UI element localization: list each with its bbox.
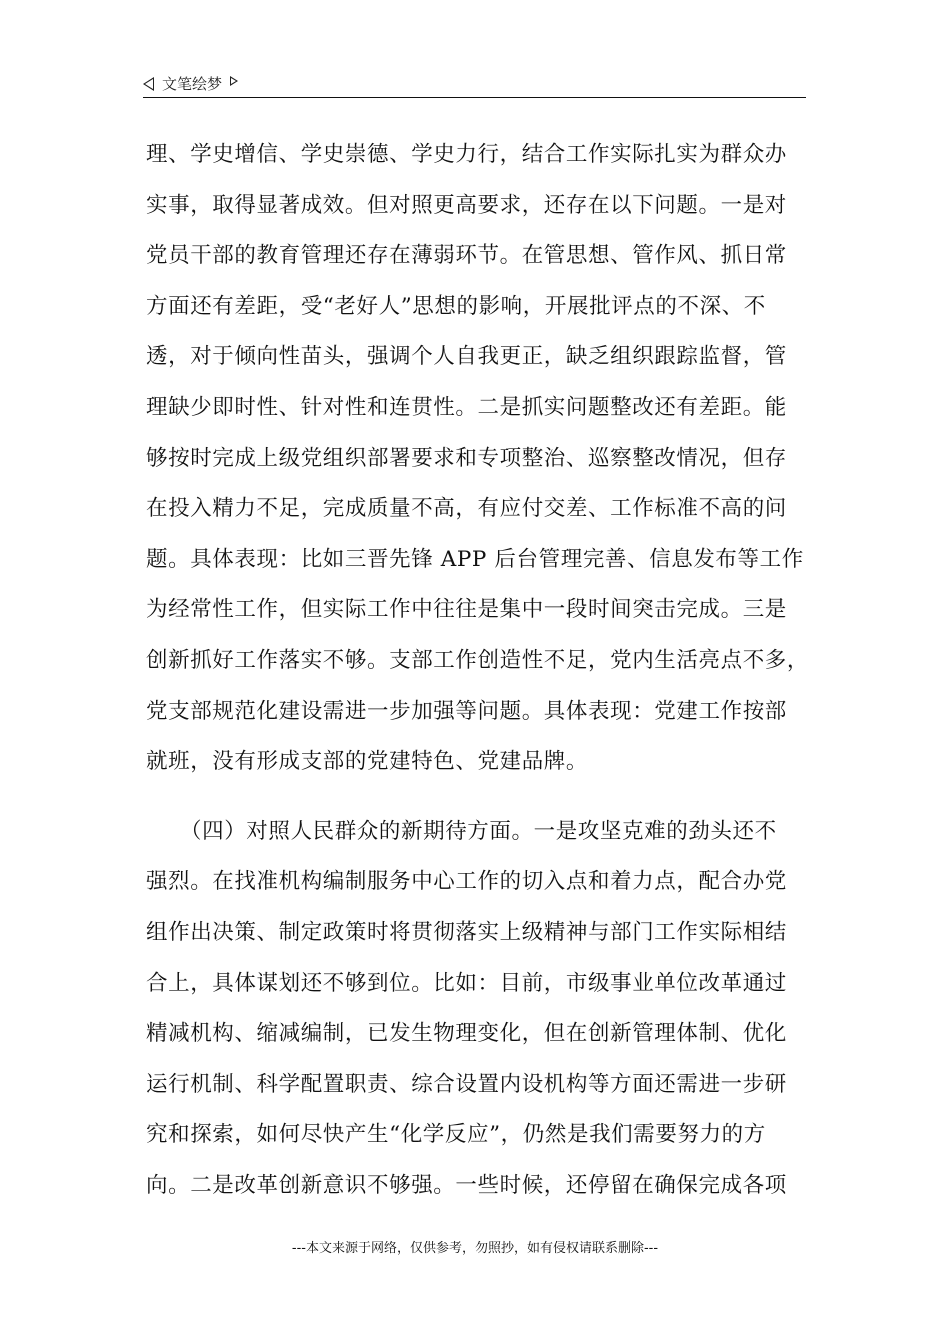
text-line: 究和探索，如何尽快产生“化学反应”，仍然是我们需要努力的方 <box>146 1122 766 1148</box>
header-rule <box>143 97 806 98</box>
text-line: 够按时完成上级党组织部署要求和专项整治、巡察整改情况，但存 <box>146 445 787 471</box>
page-header <box>143 73 806 97</box>
triangle-right-icon <box>230 76 238 86</box>
text-line: 为经常性工作，但实际工作中往往是集中一段时间突击完成。三是 <box>146 597 787 623</box>
text-line: 强烈。在找准机构编制服务中心工作的切入点和着力点，配合办党 <box>146 869 787 895</box>
text-line: 在投入精力不足，完成质量不高，有应付交差、工作标准不高的问 <box>146 496 787 522</box>
text-line: 精减机构、缩减编制，已发生物理变化，但在创新管理体制、优化 <box>146 1021 787 1047</box>
text-line: 理缺少即时性、针对性和连贯性。二是抓实问题整改还有差距。能 <box>146 394 787 420</box>
document-body <box>146 130 822 1211</box>
text-line: 理、学史增信、学史崇德、学史力行，结合工作实际扎实为群众办 <box>146 142 787 167</box>
text-line: 实事，取得显著成效。但对照更高要求，还存在以下问题。一是对 <box>146 192 787 218</box>
text-line: 党员干部的教育管理还存在薄弱环节。在管思想、管作风、抓日常 <box>146 243 787 269</box>
page-footer: ---本文来源于网络，仅供参考，勿照抄，如有侵权请联系删除--- <box>291 1241 659 1256</box>
text-line: 透，对于倾向性苗头，强调个人自我更正，缺乏组织跟踪监督，管 <box>146 344 787 370</box>
paragraph-1 <box>146 130 822 788</box>
triangle-left-icon <box>143 77 154 91</box>
text-line: 创新抓好工作落实不够。支部工作创造性不足，党内生活亮点不多， <box>146 647 810 673</box>
text-line: 方面还有差距，受“老好人”思想的影响，开展批评点的不深、不 <box>146 293 766 319</box>
paragraph-2 <box>146 807 822 1212</box>
text-line: （四）对照人民群众的新期待方面。一是攻坚克难的劲头还不 <box>180 818 777 844</box>
header-title: 文笔绘梦 <box>162 75 223 93</box>
text-line: 党支部规范化建设需进一步加强等问题。具体表现：党建工作按部 <box>146 698 787 724</box>
text-line: 合上，具体谋划还不够到位。比如：目前，市级事业单位改革通过 <box>146 970 787 996</box>
text-line: 组作出决策、制定政策时将贯彻落实上级精神与部门工作实际相结 <box>146 919 787 945</box>
text-line: 运行机制、科学配置职责、综合设置内设机构等方面还需进一步研 <box>146 1071 787 1097</box>
text-line: 就班，没有形成支部的党建特色、党建品牌。 <box>146 749 589 775</box>
text-line: 向。二是改革创新意识不够强。一些时候，还停留在确保完成各项 <box>146 1172 787 1198</box>
text-line: 题。具体表现：比如三晋先锋 APP 后台管理完善、信息发布等工作 <box>146 546 804 572</box>
